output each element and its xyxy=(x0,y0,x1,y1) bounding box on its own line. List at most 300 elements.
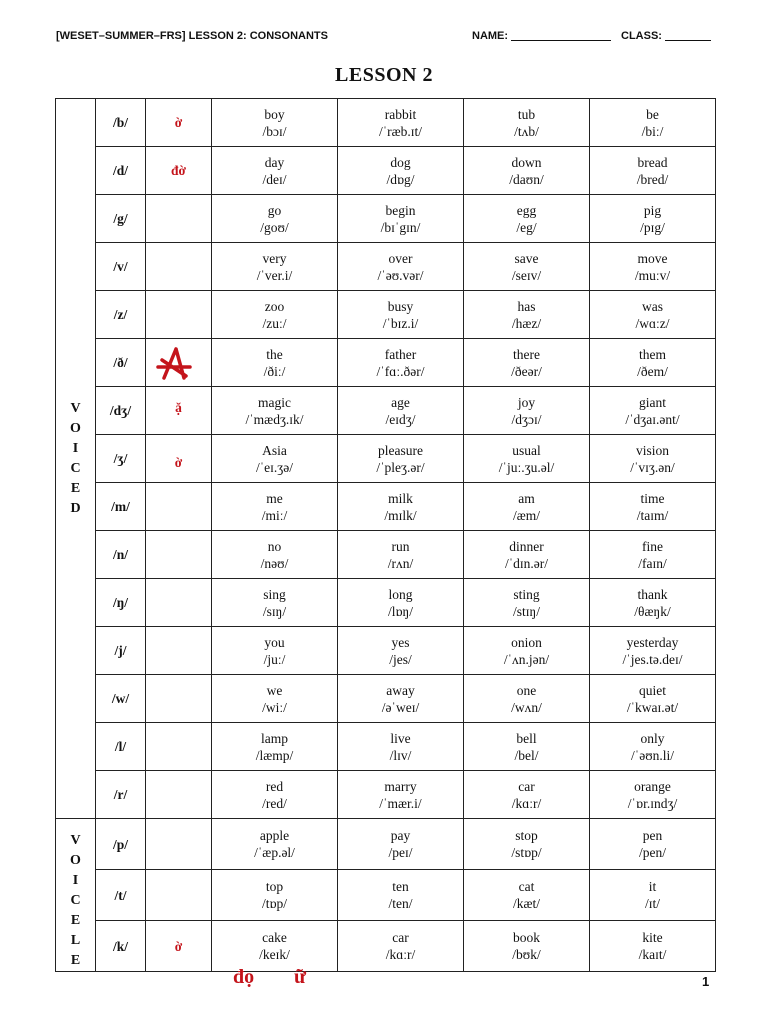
example-word: car xyxy=(518,778,535,794)
ipa-transcription: /ˈver.i/ xyxy=(256,267,293,283)
example-word: away xyxy=(386,682,415,698)
pronunciation-note xyxy=(146,483,212,531)
phoneme-symbol: /p/ xyxy=(96,819,146,870)
ipa-transcription: /hæz/ xyxy=(511,315,542,331)
ipa-transcription: /ˈkwaɪ.ət/ xyxy=(626,699,679,715)
example-word-cell xyxy=(338,675,464,723)
example-word: top xyxy=(265,879,284,894)
example-word-cell xyxy=(338,483,464,531)
ipa-transcription: /ˈəʊ.vər/ xyxy=(377,267,424,283)
phoneme-symbol: /m/ xyxy=(96,483,146,531)
example-word-cell xyxy=(590,387,716,435)
example-word-cell xyxy=(338,531,464,579)
example-word-cell xyxy=(212,339,338,387)
example-word-cell xyxy=(464,531,590,579)
example-word-cell xyxy=(590,147,716,195)
ipa-transcription: /ˈmær.i/ xyxy=(379,795,422,811)
ipa-transcription: /ˈdʒaɪ.ənt/ xyxy=(625,411,680,427)
name-blank xyxy=(511,30,611,41)
example-word-cell xyxy=(464,675,590,723)
table-row xyxy=(56,723,716,771)
example-word: lamp xyxy=(261,730,288,746)
ipa-transcription: /lɪv/ xyxy=(389,747,412,763)
example-word-cell xyxy=(590,771,716,819)
phoneme-symbol: /ʒ/ xyxy=(96,435,146,483)
ipa-transcription: /dʒɔɪ/ xyxy=(511,411,542,427)
phoneme-symbol: /z/ xyxy=(96,291,146,339)
example-word: zoo xyxy=(264,298,285,314)
ipa-transcription: /eg/ xyxy=(516,219,537,235)
ipa-transcription: /lɒŋ/ xyxy=(388,603,413,619)
example-word-cell xyxy=(338,147,464,195)
pronunciation-note xyxy=(146,627,212,675)
ipa-transcription: /wʌn/ xyxy=(511,699,542,715)
example-word: thank xyxy=(637,586,668,602)
phoneme-symbol: /w/ xyxy=(96,675,146,723)
example-word-cell xyxy=(590,339,716,387)
phoneme-symbol: /v/ xyxy=(96,243,146,291)
phoneme-symbol: /k/ xyxy=(96,921,146,972)
example-word: tub xyxy=(517,106,536,122)
example-word-cell xyxy=(590,483,716,531)
example-word-cell xyxy=(338,579,464,627)
example-word: only xyxy=(640,730,665,746)
example-word-cell xyxy=(212,291,338,339)
example-word: sing xyxy=(263,586,286,602)
pronunciation-note xyxy=(146,819,212,870)
pronunciation-note xyxy=(146,870,212,921)
group-label-letter: V xyxy=(70,400,81,416)
example-word-cell xyxy=(464,339,590,387)
example-word-cell xyxy=(464,387,590,435)
example-word: father xyxy=(384,346,417,362)
phoneme-symbol: /l/ xyxy=(96,723,146,771)
example-word: has xyxy=(517,298,536,314)
ipa-transcription: /zuː/ xyxy=(262,315,287,331)
table-row xyxy=(56,675,716,723)
example-word-cell xyxy=(212,771,338,819)
ipa-transcription: /pen/ xyxy=(639,845,666,860)
example-word-cell xyxy=(338,195,464,243)
pronunciation-note-text: ặ xyxy=(175,400,182,415)
example-word-cell xyxy=(464,819,590,870)
example-word: there xyxy=(513,346,540,362)
ipa-transcription: /ˈpleʒ.ər/ xyxy=(376,459,425,475)
table-row xyxy=(56,531,716,579)
example-word-cell xyxy=(590,195,716,243)
phoneme-symbol: /r/ xyxy=(96,771,146,819)
example-word: down xyxy=(511,154,542,170)
ipa-transcription: /goʊ/ xyxy=(260,219,289,235)
table-row xyxy=(56,99,716,147)
example-word-cell xyxy=(338,870,464,921)
pronunciation-note-text: ờ xyxy=(174,938,183,954)
group-label-letter: L xyxy=(70,933,81,948)
group-label-letter: E xyxy=(70,480,81,496)
example-word: dinner xyxy=(509,538,544,554)
phoneme-symbol: /b/ xyxy=(96,99,146,147)
table-row xyxy=(56,627,716,675)
ipa-transcription: /kæt/ xyxy=(512,896,540,911)
ipa-transcription: /biː/ xyxy=(641,123,664,139)
example-word-cell xyxy=(464,435,590,483)
pronunciation-note xyxy=(146,531,212,579)
example-word: orange xyxy=(634,778,671,794)
example-word-cell xyxy=(338,771,464,819)
example-word-cell xyxy=(212,579,338,627)
star-icon xyxy=(152,345,194,381)
example-word-cell xyxy=(464,195,590,243)
pronunciation-note-text: ờ xyxy=(174,455,183,470)
phoneme-symbol: /ŋ/ xyxy=(96,579,146,627)
header-lesson-label: [WESET–SUMMER–FRS] LESSON 2: CONSONANTS xyxy=(56,30,328,42)
group-label-letter: C xyxy=(70,460,81,476)
ipa-transcription: /ˈəʊn.li/ xyxy=(630,747,675,763)
group-label-letter: C xyxy=(70,893,81,908)
example-word: yesterday xyxy=(626,634,679,650)
pronunciation-note xyxy=(146,579,212,627)
example-word-cell xyxy=(590,675,716,723)
example-word: day xyxy=(264,154,285,170)
example-word-cell xyxy=(212,627,338,675)
example-word: pig xyxy=(643,202,662,218)
example-word: sting xyxy=(513,586,540,602)
example-word: Asia xyxy=(262,442,287,458)
pronunciation-note xyxy=(146,435,212,483)
ipa-transcription: /kɑːr/ xyxy=(511,795,542,811)
example-word: move xyxy=(637,250,668,266)
table-row xyxy=(56,291,716,339)
example-word: them xyxy=(639,346,666,362)
name-field xyxy=(472,30,611,42)
ipa-transcription: /ɪt/ xyxy=(644,896,660,911)
example-word: am xyxy=(518,490,535,506)
ipa-transcription: /rʌn/ xyxy=(387,555,414,571)
ipa-transcription: /dɒg/ xyxy=(386,171,415,187)
example-word-cell xyxy=(590,870,716,921)
example-word: time xyxy=(640,490,665,506)
example-word: kite xyxy=(642,930,663,945)
ipa-transcription: /eɪdʒ/ xyxy=(385,411,416,427)
pronunciation-note xyxy=(146,675,212,723)
pronunciation-note xyxy=(146,723,212,771)
ipa-transcription: /miː/ xyxy=(261,507,288,523)
pronunciation-note xyxy=(146,243,212,291)
example-word-cell xyxy=(590,243,716,291)
example-word-cell xyxy=(464,771,590,819)
group-label-letter: I xyxy=(72,873,79,888)
example-word: onion xyxy=(511,634,542,650)
footer-note-2: ữ xyxy=(294,966,307,988)
example-word: dog xyxy=(390,154,411,170)
ipa-transcription: /jes/ xyxy=(389,651,412,667)
example-word-cell xyxy=(464,723,590,771)
example-word-cell xyxy=(212,147,338,195)
ipa-transcription: /ˈvɪʒ.ən/ xyxy=(630,459,675,475)
ipa-transcription: /ˈjes.tə.deɪ/ xyxy=(622,651,683,667)
example-word-cell xyxy=(212,531,338,579)
example-word: the xyxy=(266,346,283,362)
group-label-letter: O xyxy=(70,420,81,436)
voiceless-group-label xyxy=(56,819,96,972)
ipa-transcription: /juː/ xyxy=(263,651,286,667)
phoneme-symbol: /g/ xyxy=(96,195,146,243)
example-word: milk xyxy=(388,490,413,506)
example-word: joy xyxy=(517,394,536,410)
ipa-transcription: /bɪˈgɪn/ xyxy=(380,219,421,235)
phoneme-symbol: /d/ xyxy=(96,147,146,195)
example-word-cell xyxy=(464,579,590,627)
phoneme-symbol: /dʒ/ xyxy=(96,387,146,435)
example-word: stop xyxy=(515,828,538,843)
ipa-transcription: /ˈmædʒ.ɪk/ xyxy=(245,411,304,427)
group-label-letter: E xyxy=(70,913,81,928)
table-row xyxy=(56,243,716,291)
example-word-cell xyxy=(338,339,464,387)
ipa-transcription: /ˈdɪn.ər/ xyxy=(504,555,549,571)
example-word-cell xyxy=(464,147,590,195)
ipa-transcription: /bʊk/ xyxy=(512,947,541,962)
example-word-cell xyxy=(212,243,338,291)
example-word: begin xyxy=(385,202,416,218)
class-field xyxy=(621,30,711,42)
example-word-cell xyxy=(590,723,716,771)
page-header xyxy=(56,30,716,46)
example-word: marry xyxy=(384,778,417,794)
table-row xyxy=(56,819,716,870)
ipa-transcription: /ˈæp.əl/ xyxy=(254,845,295,860)
example-word-cell xyxy=(212,675,338,723)
ipa-transcription: /seɪv/ xyxy=(511,267,542,283)
example-word: cat xyxy=(518,879,535,894)
example-word-cell xyxy=(338,819,464,870)
example-word: busy xyxy=(387,298,414,314)
example-word-cell xyxy=(464,99,590,147)
table-row xyxy=(56,483,716,531)
example-word-cell xyxy=(464,483,590,531)
example-word-cell xyxy=(464,627,590,675)
ipa-transcription: /ˈʌn.jən/ xyxy=(503,651,550,667)
table-row xyxy=(56,195,716,243)
page-number: 1 xyxy=(702,974,710,989)
example-word: me xyxy=(266,490,283,506)
ipa-transcription: /ˈfɑː.ðər/ xyxy=(376,363,425,379)
voiced-group-label xyxy=(56,99,96,819)
class-blank xyxy=(665,30,711,41)
example-word-cell xyxy=(464,870,590,921)
ipa-transcription: /bel/ xyxy=(514,747,539,763)
example-word-cell xyxy=(212,921,338,972)
example-word-cell xyxy=(212,723,338,771)
group-label-letter: D xyxy=(70,500,81,516)
phoneme-symbol: /n/ xyxy=(96,531,146,579)
pronunciation-note xyxy=(146,921,212,972)
example-word: over xyxy=(388,250,413,266)
table-row xyxy=(56,771,716,819)
ipa-transcription: /nəʊ/ xyxy=(260,555,289,571)
ipa-transcription: /mɪlk/ xyxy=(384,507,417,523)
example-word-cell xyxy=(464,921,590,972)
ipa-transcription: /kɑːr/ xyxy=(385,947,416,962)
group-label-letter: I xyxy=(72,440,79,456)
example-word-cell xyxy=(338,387,464,435)
example-word: car xyxy=(392,930,409,945)
ipa-transcription: /keɪk/ xyxy=(259,947,290,962)
example-word: giant xyxy=(639,394,666,410)
example-word: age xyxy=(391,394,410,410)
example-word-cell xyxy=(338,435,464,483)
consonant-table xyxy=(55,98,716,972)
example-word-cell xyxy=(212,195,338,243)
example-word-cell xyxy=(590,531,716,579)
example-word: long xyxy=(388,586,413,602)
example-word-cell xyxy=(212,819,338,870)
phoneme-symbol: /ð/ xyxy=(96,339,146,387)
page-title: LESSON 2 xyxy=(335,64,433,86)
table-row xyxy=(56,579,716,627)
ipa-transcription: /kaɪt/ xyxy=(638,947,667,962)
ipa-transcription: /sɪŋ/ xyxy=(262,603,287,619)
example-word-cell xyxy=(212,99,338,147)
ipa-transcription: /stɒp/ xyxy=(511,845,542,860)
group-label-letter: E xyxy=(70,953,81,968)
phoneme-symbol: /t/ xyxy=(96,870,146,921)
pronunciation-note xyxy=(146,387,212,435)
example-word: save xyxy=(514,250,539,266)
example-word: go xyxy=(267,202,282,218)
example-word: yes xyxy=(391,634,410,650)
example-word: you xyxy=(264,634,285,650)
example-word: usual xyxy=(512,442,541,458)
ipa-transcription: /ˈɒr.ɪndʒ/ xyxy=(627,795,678,811)
pronunciation-note xyxy=(146,147,212,195)
example-word: quiet xyxy=(639,682,666,698)
example-word-cell xyxy=(338,99,464,147)
ipa-transcription: /faɪn/ xyxy=(638,555,667,571)
example-word-cell xyxy=(338,291,464,339)
example-word: we xyxy=(266,682,283,698)
example-word: was xyxy=(642,298,663,314)
ipa-transcription: /ˈeɪ.ʒə/ xyxy=(255,459,294,475)
ipa-transcription: /wɑːz/ xyxy=(635,315,670,331)
group-label-letter: V xyxy=(70,833,81,848)
example-word: egg xyxy=(516,202,537,218)
example-word-cell xyxy=(590,291,716,339)
pronunciation-note xyxy=(146,291,212,339)
example-word: one xyxy=(516,682,537,698)
example-word: live xyxy=(390,730,411,746)
table-row xyxy=(56,387,716,435)
example-word: it xyxy=(648,879,657,894)
ipa-transcription: /ðem/ xyxy=(637,363,668,379)
ipa-transcription: /peɪ/ xyxy=(388,845,413,860)
example-word: no xyxy=(267,538,282,554)
class-label: CLASS: xyxy=(621,30,662,42)
footer-note-1: đọ xyxy=(233,966,255,988)
ipa-transcription: /wiː/ xyxy=(262,699,287,715)
example-word: pleasure xyxy=(378,442,423,458)
ipa-transcription: /stɪŋ/ xyxy=(513,603,540,619)
example-word-cell xyxy=(590,579,716,627)
phoneme-symbol: /j/ xyxy=(96,627,146,675)
example-word: boy xyxy=(264,106,285,122)
table-row xyxy=(56,870,716,921)
example-word-cell xyxy=(338,243,464,291)
example-word-cell xyxy=(464,243,590,291)
example-word-cell xyxy=(338,627,464,675)
example-word-cell xyxy=(212,483,338,531)
ipa-transcription: /tʌb/ xyxy=(514,123,539,139)
example-word: pay xyxy=(390,828,411,843)
example-word-cell xyxy=(338,723,464,771)
group-label-letter: O xyxy=(70,853,81,868)
ipa-transcription: /əˈweɪ/ xyxy=(381,699,420,715)
example-word-cell xyxy=(590,627,716,675)
example-word: apple xyxy=(259,828,290,843)
ipa-transcription: /ˈræb.ɪt/ xyxy=(378,123,423,139)
ipa-transcription: /ˈjuː.ʒu.əl/ xyxy=(498,459,555,475)
ipa-transcription: /ðeər/ xyxy=(511,363,542,379)
pronunciation-note-text: ờ xyxy=(174,115,183,130)
example-word: bread xyxy=(637,154,668,170)
pronunciation-note xyxy=(146,99,212,147)
table-row xyxy=(56,147,716,195)
example-word: fine xyxy=(642,538,663,554)
ipa-transcription: /daʊn/ xyxy=(509,171,544,187)
table-row xyxy=(56,435,716,483)
ipa-transcription: /muːv/ xyxy=(634,267,671,283)
example-word-cell xyxy=(590,921,716,972)
ipa-transcription: /deɪ/ xyxy=(262,171,287,187)
example-word: red xyxy=(265,778,284,794)
ipa-transcription: /bred/ xyxy=(636,171,669,187)
table-row xyxy=(56,921,716,972)
ipa-transcription: /tɒp/ xyxy=(261,896,288,911)
example-word-cell xyxy=(212,435,338,483)
example-word-cell xyxy=(590,819,716,870)
consonant-table-body xyxy=(56,99,716,972)
example-word-cell xyxy=(590,435,716,483)
ipa-transcription: /ˈbɪz.i/ xyxy=(382,315,419,331)
ipa-transcription: /θæŋk/ xyxy=(634,603,671,619)
ipa-transcription: /pɪg/ xyxy=(640,219,665,235)
ipa-transcription: /læmp/ xyxy=(255,747,294,763)
example-word: pen xyxy=(642,828,663,843)
example-word-cell xyxy=(212,870,338,921)
example-word-cell xyxy=(590,99,716,147)
ipa-transcription: /taɪm/ xyxy=(636,507,669,523)
example-word: magic xyxy=(258,394,291,410)
example-word: cake xyxy=(262,930,287,945)
example-word: run xyxy=(391,538,410,554)
ipa-transcription: /ten/ xyxy=(388,896,413,911)
example-word-cell xyxy=(464,291,590,339)
example-word: very xyxy=(262,250,287,266)
example-word: book xyxy=(513,930,540,945)
name-label: NAME: xyxy=(472,30,509,42)
example-word: bell xyxy=(516,730,537,746)
example-word: rabbit xyxy=(384,106,417,122)
pronunciation-note xyxy=(146,195,212,243)
example-word-cell xyxy=(212,387,338,435)
example-word: be xyxy=(646,106,659,122)
ipa-transcription: /æm/ xyxy=(512,507,540,523)
pronunciation-note-text: đờ xyxy=(171,163,186,178)
pronunciation-note xyxy=(146,771,212,819)
example-word-cell xyxy=(338,921,464,972)
example-word: vision xyxy=(635,442,669,458)
ipa-transcription: /red/ xyxy=(262,795,287,811)
